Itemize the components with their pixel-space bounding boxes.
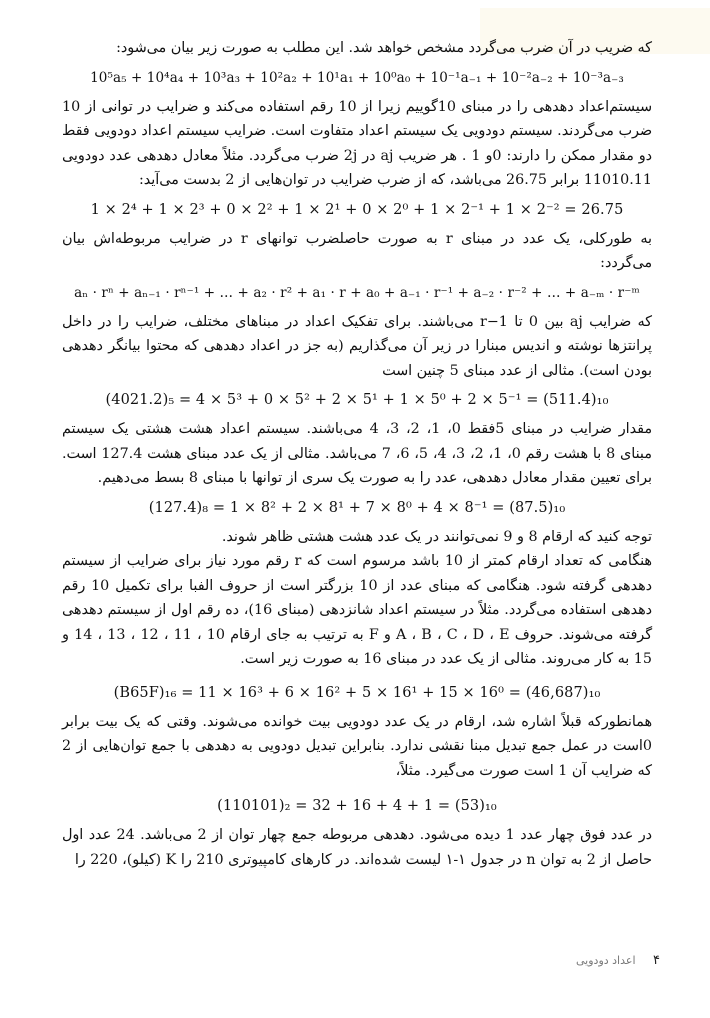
page-footer [540, 953, 660, 968]
equation-octal-example: (127.4)₈ = 1 × 8² + 2 × 8¹ + 7 × 8⁰ + 4 × 8⁻¹ = (87.5)₁₀ [148, 499, 566, 516]
paragraph-7: هنگامی که تعداد ارقام کمتر از 10 باشد مرسوم است که r رقم مورد نیاز برای ضرایب از سیستم دهدهی گرفته شود. هنگامی که مبنای عدد از 10 بزرگتر است از حروف الفبا برای تکمیل 10 رقم دهدهی استفاده می‌گردد. مثلاً در سیستم اعداد شانزدهی (مبنای 16)، ده رقم اول از سیستم دهدهی گرفته می‌شوند. حروف A ، B ، C ، D ، E و F به ترتیب به جای ارقام 10 ، 11 ، 12 ، 13 ، 14 و 15 به کار می‌روند. مثالی از یک عدد در مبنای 16 به صورت زیر است. [62, 553, 653, 667]
equation-base-r-general: aₙ · rⁿ + aₙ₋₁ · rⁿ⁻¹ + … + a₂ · r² + a₁ · r + a₀ + a₋₁ · r⁻¹ + a₋₂ · r⁻² + … + a₋ₘ · r⁻ᵐ [74, 284, 640, 301]
paragraph-5: مقدار ضرایب در مبنای 5فقط 0، 1، 2، 3، 4 می‌باشند. سیستم اعداد هشت هشتی یک سیستم مبنای 8 با هشت رقم 0، 1، 2، 3، 4، 5، 6، 7 می‌باشد. مثالی از یک عدد مبنای هشت 127.4 است. برای تعیین مقدار معادل دهدهی، عدد را به صورت یک سری از توانها با مبنای 8 بسط می‌دهیم. [62, 421, 652, 486]
equation-base5-example: (4021.2)₅ = 4 × 5³ + 0 × 5² + 2 × 5¹ + 1 × 5⁰ + 2 × 5⁻¹ = (511.4)₁₀ [105, 392, 609, 408]
document-page [62, 36, 652, 872]
paragraph-6: توجه کنید که ارقام 8 و 9 نمی‌توانند در یک عدد هشت هشتی ظاهر شوند. [221, 528, 652, 545]
running-title: اعداد دودویی [576, 954, 636, 967]
paragraph-8: همانطورکه قبلاً اشاره شد، ارقام در یک عدد دودویی بیت خوانده می‌شوند. وقتی که یک بیت برابر 0است در عمل جمع تبدیل مبنا نقشی ندارد. بنابراین تبدیل دودویی به دهدهی با جمع توان‌هایی از 2 که ضرایب آن 1 است صورت می‌گیرد. مثلاً، [62, 713, 652, 779]
equation-binary-sum-example: (110101)₂ = 32 + 16 + 4 + 1 = (53)₁₀ [217, 798, 497, 814]
paragraph-9: در عدد فوق چهار عدد 1 دیده می‌شود. دهدهی مربوطه جمع چهار توان از 2 می‌باشد. 24 عدد اول حاصل از 2 به توان n در جدول ۱-۱ لیست شده‌اند. در کارهای کامپیوتری 210 را K (کیلو)، 220 را [62, 827, 652, 868]
paragraph-3: به طورکلی، یک عدد در مبنای r به صورت حاصلضرب توانهای r در ضرایب مربوطه‌اش بیان می‌گردد: [62, 230, 652, 271]
equation-decimal-expansion: 10⁵a₅ + 10⁴a₄ + 10³a₃ + 10²a₂ + 10¹a₁ + 10⁰a₀ + 10⁻¹a₋₁ + 10⁻²a₋₂ + 10⁻³a₋₃ [90, 69, 624, 86]
paragraph-1: که ضریب در آن ضرب می‌گردد مشخص خواهد شد. این مطلب به صورت زیر بیان می‌شود: [116, 40, 652, 56]
page-number: ۴ [653, 953, 660, 968]
paragraph-2: سیستم‌اعداد دهدهی را در مبنای 10گوییم زیرا از 10 رقم استفاده می‌کند و ضرایب در توانی از 10 ضرب می‌گردند. سیستم دودویی یک سیستم اعداد متفاوت است. ضرایب سیستم اعداد دودویی فقط دو مقدار ممکن را دارند: 0و 1 . هر ضریب aj در 2j ضرب می‌گردد. مثلاً معادل دهدهی عدد دودویی 11010.11 برابر 26.75 می‌باشد، که از ضرب ضرایب در توان‌هایی از 2 بدست می‌آید: [62, 98, 652, 188]
equation-binary-expansion: 1 × 2⁴ + 1 × 2³ + 0 × 2² + 1 × 2¹ + 0 × 2⁰ + 1 × 2⁻¹ + 1 × 2⁻² = 26.75 [90, 201, 624, 218]
equation-hex-example: (B65F)₁₆ = 11 × 16³ + 6 × 16² + 5 × 16¹ + 15 × 16⁰ = (46,687)₁₀ [113, 684, 601, 701]
paragraph-4: که ضرایب aj بین 0 تا r−1 می‌باشند. برای تفکیک اعداد در مبناهای مختلف، ضرایب را در داخل پرانتزها نوشته و اندیس مبنارا در زیر آن می‌گذاریم (به جز در اعداد دهدهی که محتوا بیانگر دهدهی بودن است). مثالی از عدد مبنای 5 چنین است [62, 313, 652, 379]
